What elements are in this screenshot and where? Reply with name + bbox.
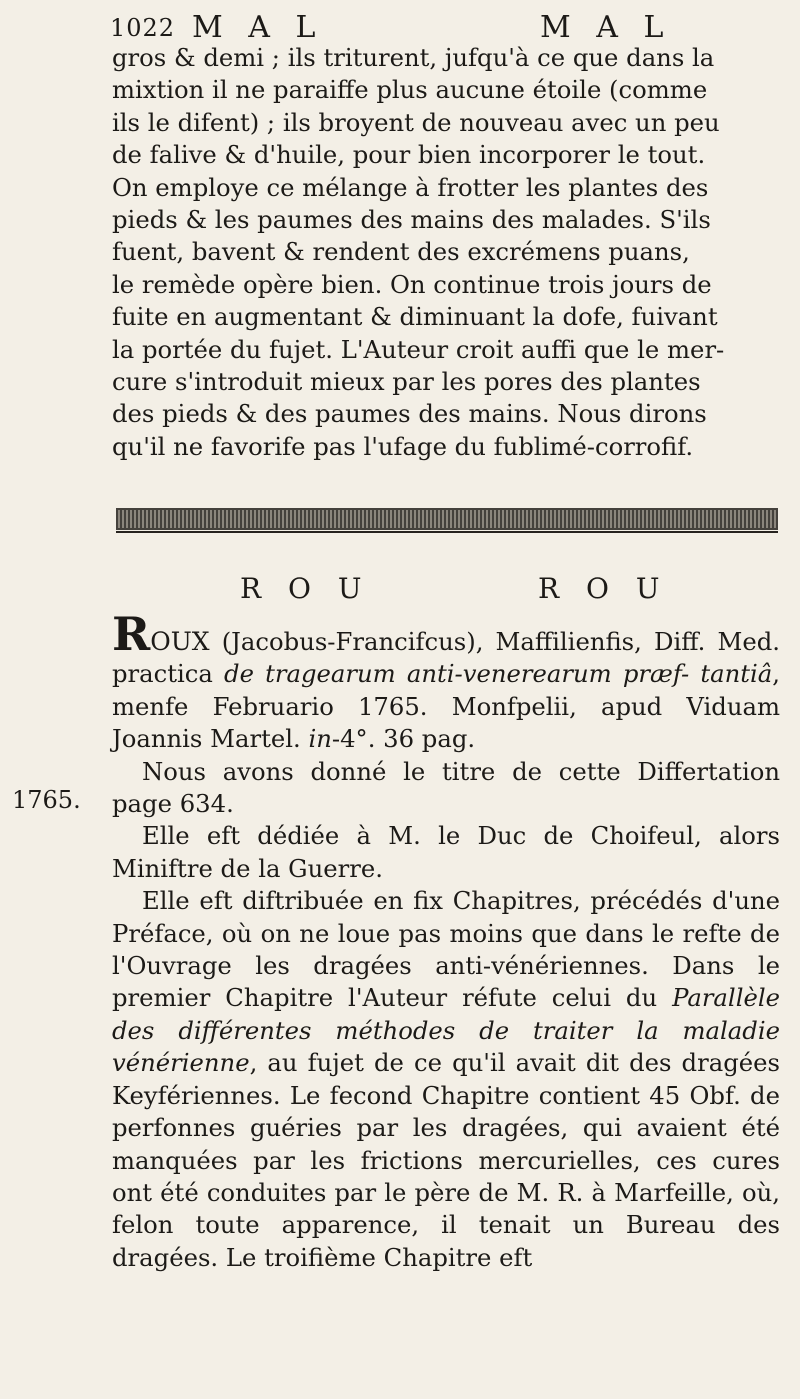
divider-rule [116, 531, 778, 533]
text-line: ils le difent) ; ils broyent de nouveau avec un peu [112, 107, 720, 137]
contents-text-a: Elle eft diftribuée en fix Chapitres, précédés d'une Préface, où on ne loue pas moins que dans le refte de l'Ouvrage les dragées anti-vénériennes. Dans le premier Chapitre l'Auteur réfute celui du [112, 886, 780, 1013]
entry-format: in [308, 724, 332, 754]
margin-year-note: 1765. [12, 786, 81, 814]
page-number: 1022 [110, 14, 176, 42]
entry-author-details: (Jacobus-Francifcus), Maffilienfis, Diff. [209, 627, 706, 656]
text-line: fuent, bavent & rendent des excrémens puans, [112, 237, 690, 267]
text-line: fuite en augmentant & diminuant la dofe, fuivant [112, 302, 718, 332]
paragraph-contents [112, 885, 780, 1274]
text-line: de falive & d'huile, pour bien incorporer le tout. [112, 140, 706, 170]
ornamental-band [116, 508, 778, 530]
bibliographic-entry [112, 607, 781, 1274]
paragraph-reference [112, 756, 780, 821]
cited-work-title: Parallèle des différentes méthodes de traiter la maladie vénérienne [112, 983, 780, 1078]
text-line: des pieds & des paumes des mains. Nous dirons [112, 399, 707, 429]
entry-imprint: , menfe Februario 1765. Monfpelii, apud [112, 659, 780, 721]
entry-degree: Med. practica [112, 627, 780, 689]
text-line: le remède opère bien. On continue trois jours de [112, 269, 712, 299]
drop-cap: R [112, 607, 151, 661]
continuation-paragraph [112, 42, 780, 463]
contents-text-b: , au fujet de ce qu'il avait dit des dragées Keyfériennes. Le fecond Chapitre contient 45 Obf. de perfonnes guéries par les dragées, qui avaient été manquées par les frictions mercurielles, ces cures ont été conduites par le père de M. R. à Marfeille, où, felon toute apparence, il tenait un Bureau des dragées. Le troifième Chapitre eft [112, 1048, 780, 1272]
entry-headword: OUX [150, 627, 210, 656]
entry-title-part-1: de tragearum anti-venerearum præf- [224, 659, 690, 689]
text-line: page 634. [112, 789, 234, 819]
entry-publisher: Viduam Joannis Martel. [112, 691, 781, 754]
text-line: Elle eft dédiée à M. le Duc de Choifeul, alors [142, 821, 780, 851]
entry-citation [112, 607, 781, 756]
text-line: Miniftre de la Guerre. [112, 853, 383, 883]
text-line: gros & demi ; ils triturent, jufqu'à ce que dans la [112, 43, 715, 72]
text-line: On employe ce mélange à frotter les plantes des [112, 172, 709, 202]
entry-pagination: -4°. 36 pag. [331, 724, 476, 754]
section-heading-left: R O U [240, 572, 371, 605]
running-head-left: M A L [192, 10, 324, 45]
section-heading-right: R O U [538, 572, 669, 605]
running-head-right: M A L [540, 10, 672, 45]
section-heading [240, 572, 780, 608]
text-line: la portée du fujet. L'Auteur croit auffi que le mer- [112, 334, 725, 364]
text-line: mixtion il ne paraiffe plus aucune étoile (comme [112, 75, 708, 105]
text-line: cure s'introduit mieux par les pores des plantes [112, 367, 701, 397]
text-line: pieds & les paumes des mains des malades. S'ils [112, 205, 711, 235]
text-line: qu'il ne favorife pas l'ufage du fublimé-corrofif. [112, 431, 694, 461]
entry-title-part-2: tantiâ [700, 659, 773, 689]
paragraph-dedication [112, 820, 780, 885]
text-line: Nous avons donné le titre de cette Differtation [142, 756, 780, 786]
